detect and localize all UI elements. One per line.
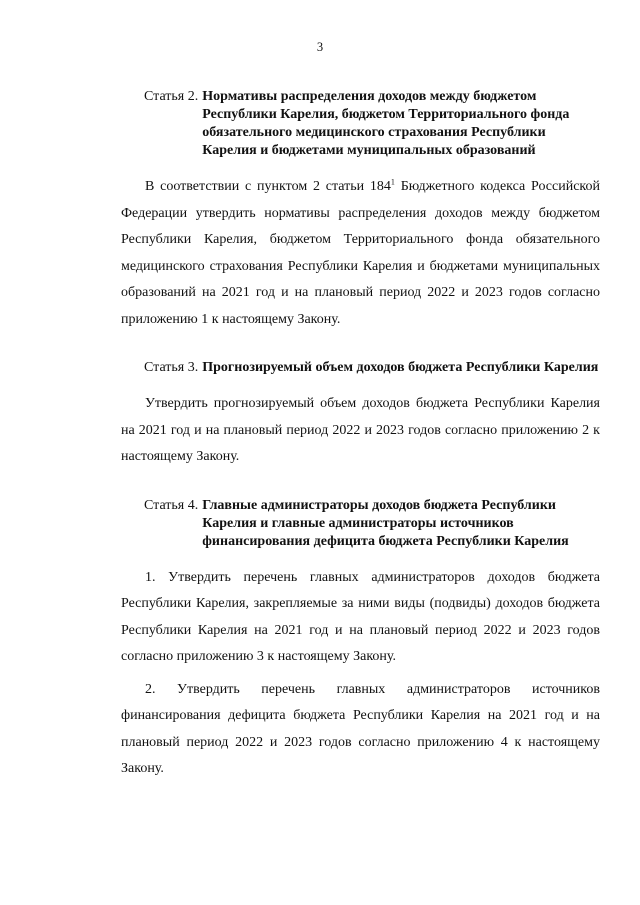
article-2-paragraph-text: В соответствии с пунктом 2 статьи 184 — [145, 179, 391, 194]
article-2-heading — [144, 88, 600, 160]
article-4-heading — [144, 497, 600, 551]
superscript: 1 — [390, 177, 395, 187]
article-3-title: Прогнозируемый объем доходов бюджета Республики Карелия — [202, 360, 599, 375]
article-4-title: Главные администраторы доходов бюджета Республики Карелия и главные администраторы источников финансирования дефицита бюджета Республики Карелия — [202, 497, 569, 549]
article-4-number: Статья 4. — [144, 497, 199, 513]
article-3-heading — [144, 359, 600, 377]
article-2-paragraph-text-cont: Бюджетного кодекса Российской Федерации утвердить нормативы распределения доходов между бюджетом Республики Карелия, бюджетом Территориального фонда обязательного медицинского страхования Республики Карелия и бюджетами муниципальных образований на 2021 год и на плановый период 2022 и 2023 годов согласно приложению 1 к настоящему Закону. — [121, 179, 600, 327]
article-3-number: Статья 3. — [144, 360, 199, 375]
article-2-number: Статья 2. — [144, 89, 199, 104]
article-2-paragraph — [121, 174, 600, 333]
document-body — [121, 88, 600, 783]
page-number: 3 — [316, 40, 324, 54]
article-4-paragraph-2: 2. Утвердить перечень главных администраторов источников финансирования дефицита бюджета Республики Карелия на 2021 год и на плановый период 2022 и 2023 годов согласно приложению 4 к настоящему Закону. — [121, 681, 600, 776]
article-2-title: Нормативы распределения доходов между бюджетом Республики Карелия, бюджетом Территориального фонда обязательного медицинского страхования Республики Карелия и бюджетами муниципальных образований — [202, 89, 570, 158]
article-3-paragraph: Утвердить прогнозируемый объем доходов бюджета Республики Карелия на 2021 год и на плановый период 2022 и 2023 годов согласно приложению 2 к настоящему Закону. — [121, 396, 600, 464]
article-4-paragraph-1: 1. Утвердить перечень главных администраторов доходов бюджета Республики Карелия, закрепляемые за ними виды (подвиды) доходов бюджета Республики Карелия на 2021 год и на плановый период 2022 и 2023 годов согласно приложению 3 к настоящему Закону. — [121, 569, 600, 664]
